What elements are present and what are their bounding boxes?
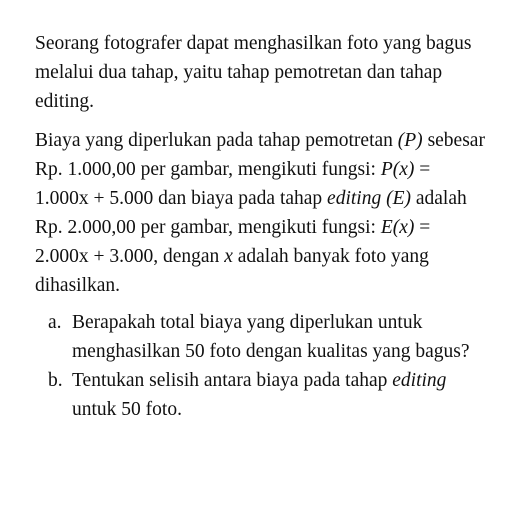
x-variable: x: [224, 246, 233, 267]
intro-paragraph: Seorang fotografer dapat menghasilkan foto yang bagus melalui dua tahap, yaitu tahap pemotretan dan tahap editing.: [35, 33, 472, 112]
p-function-name: P(x): [380, 159, 415, 180]
question-b-text-2: untuk 50 foto.: [72, 399, 182, 420]
question-b-marker: b.: [48, 370, 63, 391]
question-a-marker: a.: [48, 312, 62, 333]
question-list: [35, 308, 487, 424]
cost-text-2: sebesar Rp. 1.000,00 per gambar, mengikuti fungsi:: [35, 130, 485, 180]
cost-text-5: adalah Rp. 2.000,00 per gambar, mengikuti fungsi:: [35, 188, 467, 238]
e-variable: (E): [386, 188, 411, 209]
cost-text-6: = 2.000x + 3.000, dengan: [35, 217, 431, 267]
question-b-editing-word: editing: [392, 370, 447, 391]
cost-text-7: adalah banyak foto yang dihasilkan.: [35, 246, 429, 296]
cost-text-3: = 1.000x + 5.000 dan biaya pada tahap: [35, 159, 431, 209]
editing-word: editing: [327, 188, 382, 209]
problem-document: [35, 29, 487, 424]
e-function-name: E(x): [380, 217, 415, 238]
question-b-text: [72, 366, 487, 424]
cost-functions-paragraph: [35, 126, 487, 300]
p-variable: (P): [397, 130, 423, 151]
question-a-text: Berapakah total biaya yang diperlukan untuk menghasilkan 50 foto dengan kualitas yang bagus?: [72, 312, 470, 362]
question-b: [35, 366, 487, 424]
question-a: [35, 308, 487, 366]
cost-text-1: Biaya yang diperlukan pada tahap pemotretan: [35, 130, 398, 151]
question-b-text-1: Tentukan selisih antara biaya pada tahap: [72, 370, 393, 391]
